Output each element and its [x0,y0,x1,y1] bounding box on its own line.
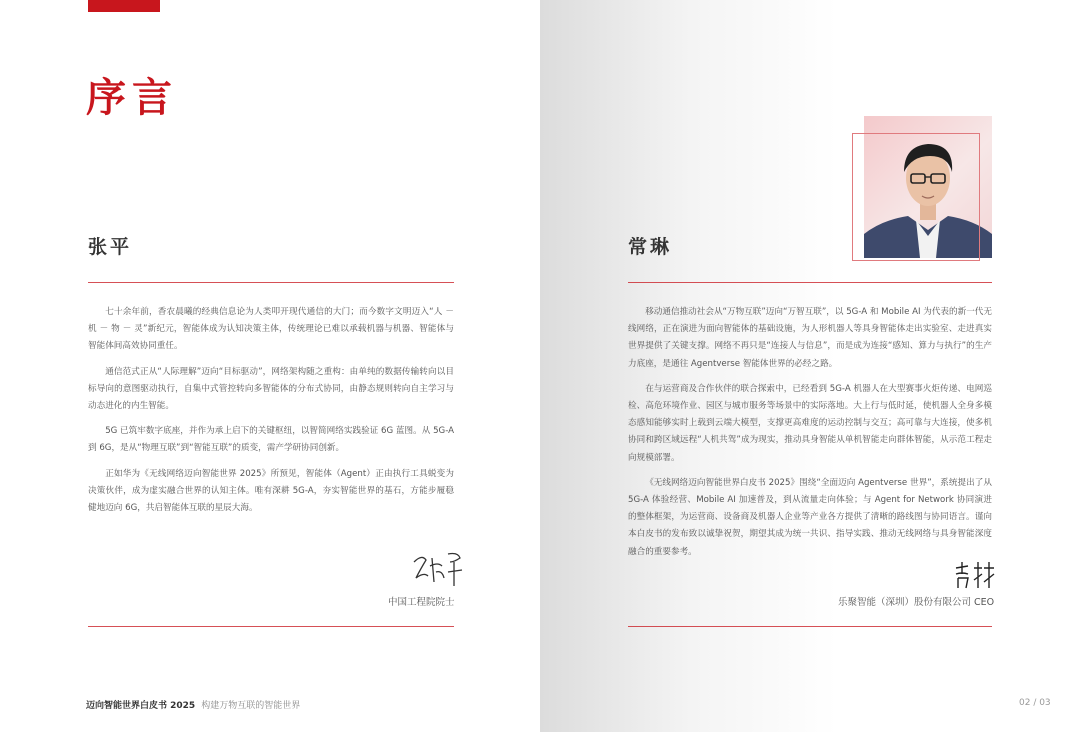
page-number: 02 / 03 [1019,698,1051,708]
signature-right [952,560,998,596]
divider-bottom-right [628,626,992,627]
paragraph: 在与运营商及合作伙伴的联合探索中，已经看到 5G-A 机器人在大型赛事火炬传递、电网巡检、高危环境作业、园区与城市服务等场景中的实际落地。大上行与低时延，使机器人全身多模态感知能够实时上载到云端大模型，支撑更高难度的运动控制与交互；高可靠与大连接，使多机协同和跨区域远程“人机共驾”成为现实，推动具身智能从单机智能走向群体智能，从示范工程走向规模部署。 [628,383,992,463]
preface-body-left [88,304,454,525]
divider-top-right [628,282,992,283]
divider-top-left [88,282,454,283]
caption-right: 乐聚智能（深圳）股份有限公司 CEO [838,597,995,608]
paragraph: 移动通信推动社会从“万物互联”迈向“万智互联”，以 5G-A 和 Mobile AI 为代表的新一代无线网络，正在演进为面向智能体的基础设施，为人形机器人等具身智能体走出实验室、走进真实世界提供了关键支撑。网络不再只是“连接人与信息”，而是成为连接“感知、算力与执行”的生产力底座，是通往 Agentverse 智能体世界的必经之路。 [628,307,992,369]
footer-title: 迈向智能世界白皮书 2025 [86,701,196,711]
divider-bottom-left [88,626,454,627]
paragraph: 正如华为《无线网络迈向智能世界 2025》所预见，智能体（Agent）正由执行工具蜕变为决策伙伴，成为虚实融合世界的认知主体。唯有深耕 5G-A，夯实智能世界的基石，方能步履稳健地迈向 6G，共启智能体互联的星辰大海。 [88,468,454,514]
footer [86,698,300,711]
caption-left: 中国工程院院士 [388,597,455,608]
paragraph: 七十余年前，香农晨曦的经典信息论为人类叩开现代通信的大门；而今数字文明迈入“人 － 机 － 物 － 灵”新纪元，智能体成为认知决策主体，传统理论已难以承载机器与机器、智能体与智能体间高效协同重任。 [88,307,454,352]
author-name-right: 常琳 [628,236,673,258]
page-title: 序言 [86,75,178,121]
accent-tab [88,0,160,12]
footer-subtitle: 构建万物互联的智能世界 [201,701,301,711]
author-name-left: 张平 [88,236,133,258]
preface-body-right [628,304,992,569]
paragraph: 通信范式正从“人际理解”迈向“目标驱动”，网络架构随之重构：由单纯的数据传输转向以目标导向的意图驱动执行，自集中式管控转向多智能体的分布式协同，由静态规则转向自主学习与动态进化的内生智能。 [88,366,454,412]
paragraph: 5G 已筑牢数字底座，并作为承上启下的关键枢纽，以智简网络实践验证 6G 蓝图。从 5G-A 到 6G，是从“物理互联”到“智能互联”的质变，需产学研协同创新。 [88,426,454,454]
handwritten-signature [410,548,466,590]
paragraph: 《无线网络迈向智能世界白皮书 2025》围绕“全面迈向 Agentverse 世界”，系统提出了从 5G-A 体验经营、Mobile AI 加速普及，到从流量走向体验；与 Agent for Network 协同演进的整体框架，为运营商、设备商及机器人企业等产业各方提供了清晰的路线图与协同语言。谨向本白皮书的发布致以诚挚祝贺，期望其成为统一共识、指导实践、推动无线网络与具身智能深度融合的重要参考。 [628,477,992,557]
handwritten-signature [952,560,998,592]
photo-frame [852,133,980,261]
signature-left [410,548,466,596]
